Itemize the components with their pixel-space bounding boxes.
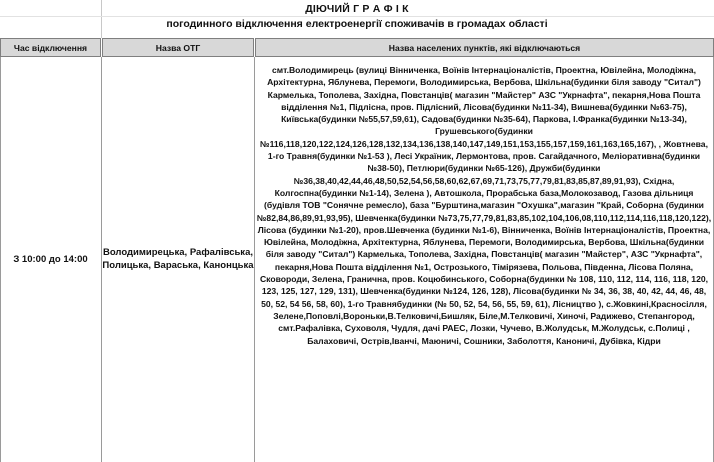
column-divider bbox=[254, 57, 255, 462]
header-places: Назва населених пунктів, які відключаються bbox=[255, 38, 714, 57]
title-subheading: погодинного відключення електроенергії споживачів в громадах області bbox=[166, 18, 548, 30]
document-title bbox=[0, 0, 714, 38]
grid-line bbox=[0, 16, 714, 17]
cell-time bbox=[0, 57, 101, 462]
grid-line bbox=[101, 0, 102, 38]
cell-otg bbox=[102, 57, 254, 462]
header-time: Час відключення bbox=[0, 38, 101, 57]
header-otg: Назва ОТГ bbox=[102, 38, 254, 57]
cell-places: смт.Володимирець (вулиці Вінниченка, Воїнів Інтернаціоналістів, Проектна, Ювілейна, Молодіжна, Архітектурна, Яблунева, Перемоги, Володимирська, Вербова, Шкільна(будинки біля заводу "Ситал") Кармелька, Тополева, Західна, Повстанців( магазин "Майстер" АЗС "Укрнафта", пекарня,Нова Пошта відділення №1, Підлісна, пров. Підлісний, Лісова(будинки №11-34), Вишнева(будинки №63-75), Київська(будинки №55,57,59,61), Садова(будинки №35-64), Паркова, І.Франка(будинки №13-34), Грушевського(будинки №116,118,120,122,124,126,128,132,134,136,138,140,147,149,151,153,155,157,159,161,163,165,167), , Жовтнева, 1-го Травня(будинки №1-53 ), Лесі Україник, Лермонтова, пров. Сагайдачного, Меліоративна(будинки №38-50), Петлюри(будинки №65-126), Дружби(будинки №36,38,40,42,44,46,48,50,52,54,56,58,60,62,67,69,71,73,75,77,79,81,83,85,87,89,91,93), Східна, Колгоспна(будинки №1-14), Зелена ), Автошкола, Прорабська база,Молокозавод, Газова дільниця (будівля ТОВ "Сонячне ремесло), база "Бурштина,магазин "Охушка",магазин "Край, Соборна (будинки №82,84,86,89,91,93,95), Шевченка(будинки №73,75,77,79,81,83,85,102,104,106,08,110,112,114,116,118,120,122), Лісова (будинки №1-20), пров.Шевченка (будинки №1-6), Вінниченка, Воїнів Інтернаціоналістів, Проектна, Ювілейна, Молодіжна, Архітектурна, Яблунева, Перемоги, Володимирська, Вербова, Шкільна(будинки біля заводу "Ситал") Кармелька, Тополева, Західна, Повстанців( магазин "Майстер", АЗС "Укрнафта", пекарня,Нова Пошта відділення №1, Острозького, Тімірязева, Польова, Південна, Лісова Поляна, Сковороди, Зелена, Гранична, пров. Коцюбинського, Соборна(будинки № 108, 110, 112, 114, 116, 118, 120, 123, 125, 127, 129, 131), Шевченка(будинки №124, 126, 128), Лісова(будинки № 34, 36, 38, 40, 42, 44, 46, 48, 50, 52, 54 56, 58, 60), 1-го Травнябудинки (№ 50, 52, 54, 56, 55, 59, 61), Лісництво ), с.Жовкині,Красносілля, Зелене,Поповлі,Вороньки,В.Телковичі,Бишляк, Біле,М.Телковичі, Хиночі, Радижево, Степангород, смт.Рафалівка, Суховоля, Чудля, дачі РАЕС, Лозки, Чучево, В.Жолудськ, М.Жолудськ, с.Полиці , Балаховичі, Острів,Іванчі, Маюничі, Сошники, Заболоття, Каноничі, Дубівка, Кідри bbox=[256, 65, 712, 346]
time-value: З 10:00 до 14:00 bbox=[13, 254, 88, 265]
title-heading: ДІЮЧИЙ Г Р А Ф І К bbox=[305, 3, 409, 15]
otg-value: Володимирецька, Рафалівська, Полицька, Вараська, Канонцька bbox=[102, 247, 254, 271]
